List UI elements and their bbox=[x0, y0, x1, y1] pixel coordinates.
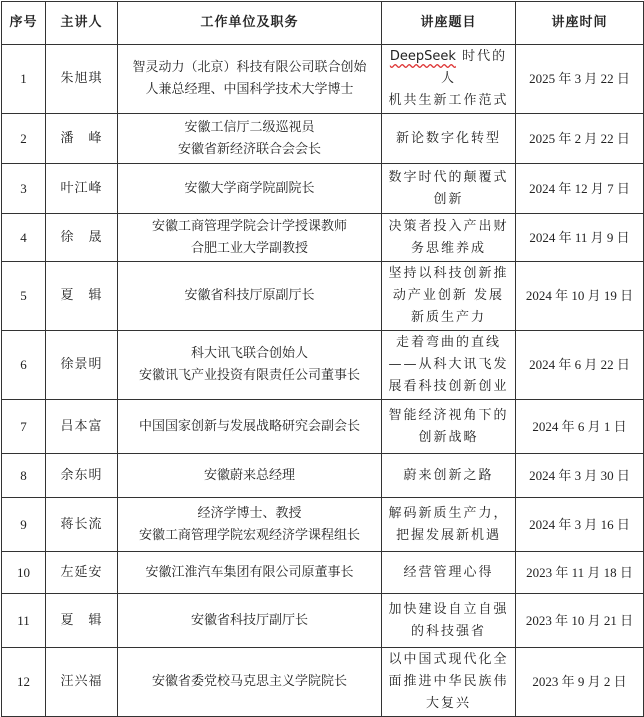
topic-line: 新论数字化转型 bbox=[395, 130, 501, 146]
unit-line: 安徽江淮汽车集团有限公司原董事长 bbox=[145, 564, 354, 580]
cell-date: 2024 年 12 月 7 日 bbox=[516, 164, 644, 214]
cell-speaker: 余东明 bbox=[46, 454, 118, 498]
unit-line: 人兼总经理、中国科学技术大学博士 bbox=[145, 82, 354, 97]
topic-line: 走着弯曲的直线 bbox=[395, 335, 501, 350]
topic-line: 面推进中华民族伟 bbox=[388, 674, 509, 689]
cell-date: 2025 年 3 月 22 日 bbox=[516, 45, 644, 114]
table-row bbox=[2, 594, 644, 648]
topic-line bbox=[386, 46, 511, 90]
cell-date: 2024 年 6 月 22 日 bbox=[516, 331, 644, 400]
unit-line: 科大讯飞联合创始人 bbox=[190, 346, 308, 361]
topic-line: 智能经济视角下的 bbox=[388, 407, 509, 423]
cell-topic bbox=[382, 648, 516, 717]
cell-speaker: 吕本富 bbox=[46, 400, 118, 454]
topic-line: 大复兴 bbox=[425, 696, 471, 711]
header-unit: 工作单位及职务 bbox=[118, 2, 382, 45]
cell-no: 11 bbox=[2, 594, 46, 648]
table-row bbox=[2, 164, 644, 214]
topic-line: 新质生产力 bbox=[410, 310, 486, 325]
topic-line: 蔚来创新之路 bbox=[403, 467, 494, 483]
topic-line: ——从科大讯飞发 bbox=[388, 357, 509, 372]
cell-topic bbox=[382, 262, 516, 331]
unit-line: 安徽蔚来总经理 bbox=[203, 467, 295, 483]
cell-topic bbox=[382, 400, 516, 454]
topic-line: 决策者投入产出财 bbox=[388, 218, 509, 234]
lecture-table bbox=[1, 1, 644, 717]
unit-line: 安徽省新经济联合会会长 bbox=[177, 141, 321, 157]
cell-topic bbox=[382, 454, 516, 498]
topic-line: 解码新质生产力， bbox=[388, 505, 509, 521]
cell-speaker: 叶江峰 bbox=[46, 164, 118, 214]
topic-line: 加快建设自立自强 bbox=[388, 601, 509, 617]
cell-date: 2024 年 3 月 30 日 bbox=[516, 454, 644, 498]
topic-line: 创新 bbox=[433, 191, 464, 207]
unit-line: 安徽省委党校马克思主义学院院长 bbox=[151, 674, 347, 689]
cell-no: 9 bbox=[2, 498, 46, 552]
cell-no: 3 bbox=[2, 164, 46, 214]
topic-prefix: DeepSeek bbox=[389, 49, 456, 64]
cell-date: 2024 年 3 月 16 日 bbox=[516, 498, 644, 552]
cell-unit bbox=[118, 214, 382, 262]
header-speaker: 主讲人 bbox=[46, 2, 118, 45]
cell-date: 2024 年 10 月 19 日 bbox=[516, 262, 644, 331]
topic-line: 坚持以科技创新推 bbox=[388, 266, 509, 281]
topic-line: 务思维养成 bbox=[410, 240, 486, 256]
cell-unit bbox=[118, 648, 382, 717]
cell-date: 2023 年 9 月 2 日 bbox=[516, 648, 644, 717]
cell-date: 2023 年 10 月 21 日 bbox=[516, 594, 644, 648]
cell-date: 2025 年 2 月 22 日 bbox=[516, 114, 644, 164]
table-row bbox=[2, 114, 644, 164]
header-row bbox=[2, 2, 644, 45]
topic-line: 经营管理心得 bbox=[403, 564, 494, 580]
unit-line: 中国国家创新与发展战略研究会副会长 bbox=[138, 418, 360, 434]
topic-text: 时代的人 bbox=[440, 49, 508, 86]
cell-unit bbox=[118, 45, 382, 114]
table-row bbox=[2, 400, 644, 454]
cell-topic bbox=[382, 498, 516, 552]
cell-unit bbox=[118, 498, 382, 552]
unit-line: 安徽省科技厅原副厅长 bbox=[184, 288, 315, 303]
cell-no: 8 bbox=[2, 454, 46, 498]
cell-speaker: 蒋长流 bbox=[46, 498, 118, 552]
cell-no: 1 bbox=[2, 45, 46, 114]
cell-no: 7 bbox=[2, 400, 46, 454]
cell-unit bbox=[118, 331, 382, 400]
cell-no: 12 bbox=[2, 648, 46, 717]
cell-speaker: 汪兴福 bbox=[46, 648, 118, 717]
header-no: 序号 bbox=[2, 2, 46, 45]
topic-line: 把握发展新机遇 bbox=[395, 527, 501, 543]
cell-unit bbox=[118, 400, 382, 454]
unit-line: 安徽大学商学院副院长 bbox=[184, 180, 315, 196]
topic-line: 创新战略 bbox=[418, 429, 479, 445]
cell-no: 2 bbox=[2, 114, 46, 164]
cell-unit bbox=[118, 114, 382, 164]
header-date: 讲座时间 bbox=[516, 2, 644, 45]
cell-speaker: 夏 辑 bbox=[46, 594, 118, 648]
cell-unit bbox=[118, 594, 382, 648]
topic-line: 的科技强省 bbox=[410, 623, 486, 639]
cell-unit bbox=[118, 262, 382, 331]
unit-line: 安徽省科技厅副厅长 bbox=[190, 612, 308, 628]
cell-speaker: 左延安 bbox=[46, 552, 118, 594]
topic-line: 以中国式现代化全 bbox=[388, 652, 509, 667]
unit-line: 智灵动力（北京）科技有限公司联合创始 bbox=[132, 60, 367, 75]
cell-no: 4 bbox=[2, 214, 46, 262]
unit-line: 安徽工信厅二级巡视员 bbox=[184, 119, 315, 135]
table-row bbox=[2, 498, 644, 552]
unit-line: 安徽工商管理学院宏观经济学课程组长 bbox=[138, 527, 360, 543]
table-row bbox=[2, 552, 644, 594]
cell-speaker: 徐 晟 bbox=[46, 214, 118, 262]
cell-topic bbox=[382, 164, 516, 214]
cell-topic bbox=[382, 45, 516, 114]
topic-line: 机共生新工作范式 bbox=[388, 93, 509, 108]
header-topic: 讲座题目 bbox=[382, 2, 516, 45]
cell-speaker: 潘 峰 bbox=[46, 114, 118, 164]
cell-no: 5 bbox=[2, 262, 46, 331]
table-row bbox=[2, 331, 644, 400]
table-row bbox=[2, 262, 644, 331]
table-row bbox=[2, 648, 644, 717]
cell-speaker: 徐景明 bbox=[46, 331, 118, 400]
topic-line: 动产业创新 发展 bbox=[392, 288, 505, 303]
cell-date: 2024 年 11 月 9 日 bbox=[516, 214, 644, 262]
cell-no: 6 bbox=[2, 331, 46, 400]
cell-topic bbox=[382, 214, 516, 262]
cell-date: 2024 年 6 月 1 日 bbox=[516, 400, 644, 454]
unit-line: 合肥工业大学副教授 bbox=[190, 240, 308, 256]
unit-line: 经济学博士、教授 bbox=[197, 505, 302, 521]
cell-topic bbox=[382, 594, 516, 648]
cell-topic bbox=[382, 552, 516, 594]
cell-speaker: 夏 辑 bbox=[46, 262, 118, 331]
cell-unit bbox=[118, 164, 382, 214]
cell-unit bbox=[118, 454, 382, 498]
unit-line: 安徽讯飞产业投资有限责任公司董事长 bbox=[138, 368, 360, 383]
table-row bbox=[2, 454, 644, 498]
cell-topic bbox=[382, 331, 516, 400]
table-row bbox=[2, 214, 644, 262]
topic-line: 展看科技创新创业 bbox=[388, 379, 509, 394]
cell-date: 2023 年 11 月 18 日 bbox=[516, 552, 644, 594]
cell-unit bbox=[118, 552, 382, 594]
cell-speaker: 朱旭琪 bbox=[46, 45, 118, 114]
table-row bbox=[2, 45, 644, 114]
cell-no: 10 bbox=[2, 552, 46, 594]
cell-topic bbox=[382, 114, 516, 164]
unit-line: 安徽工商管理学院会计学授课教师 bbox=[151, 218, 347, 234]
topic-line: 数字时代的颠覆式 bbox=[388, 169, 509, 185]
